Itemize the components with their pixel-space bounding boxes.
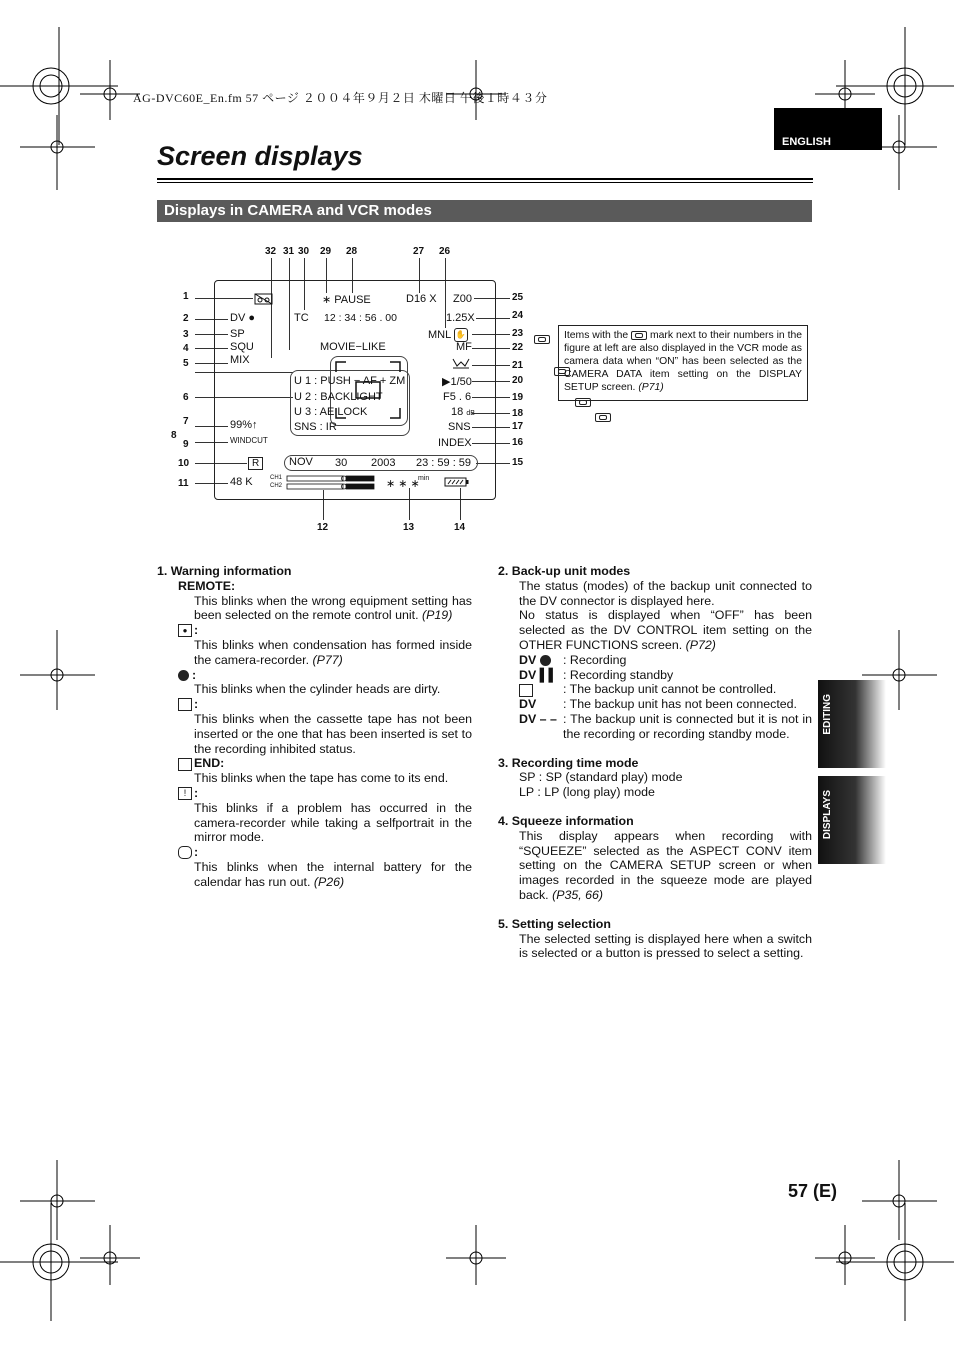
mix-indicator: MIX — [230, 354, 250, 366]
list-item: DV : The backup unit has not been connected. — [519, 697, 797, 712]
sns-indicator: SNS — [448, 421, 471, 433]
callout-27: 27 — [413, 246, 425, 257]
list-item: DV – – : The backup unit is connected but it is not in the recording or recording standby mode. — [519, 711, 812, 741]
problem-text: This blinks if a problem has occurred in the camera-recorder while taking a selfportrait in the mirror mode. — [194, 800, 472, 845]
audio-level-meter — [286, 475, 382, 491]
callout-5: 5 — [183, 358, 189, 369]
windcut-indicator: WINDCUT — [230, 436, 268, 445]
item-4-heading: 4. Squeeze information — [498, 813, 634, 828]
callout-15: 15 — [512, 457, 524, 468]
backup-text-2: No status is displayed when “OFF” has been selected as the DV CONTROL item setting on the OTHER FUNCTIONS screen. (P72) — [519, 608, 812, 652]
squeeze-indicator: SQU — [230, 341, 254, 353]
callout-12: 12 — [317, 522, 329, 533]
ch1-label: CH1 — [270, 475, 283, 481]
cassette-text: This blinks when the cassette tape has not been inserted or the one that has been inserted is set to the recording inhibited status. — [194, 711, 472, 756]
side-tab-displays: DISPLAYS — [818, 776, 886, 864]
battery-icon — [444, 477, 470, 488]
tape-end-label: END: — [157, 756, 472, 771]
callout-19: 19 — [512, 392, 524, 403]
mf-indicator: MF — [456, 341, 472, 353]
cylinder-warning-icon — [178, 670, 189, 681]
problem-label: ! : — [157, 786, 472, 801]
exclamation-icon: ! — [178, 787, 192, 800]
movie-like-indicator: MOVIE−LIKE — [320, 341, 386, 353]
callout-20: 20 — [512, 375, 524, 386]
clock-time: 23 : 59 : 59 — [416, 457, 472, 469]
callout-16: 16 — [512, 437, 524, 448]
camera-data-icon — [534, 335, 550, 344]
date-month: NOV — [289, 456, 313, 468]
white-balance-icon — [452, 358, 470, 370]
callout-9: 9 — [183, 439, 189, 450]
sns-ir-setting: SNS : IR — [294, 421, 337, 433]
condensation-text: This blinks when condensation has formed inside the camera-recorder. (P77) — [194, 637, 472, 667]
left-column — [157, 564, 472, 890]
callout-21: 21 — [512, 360, 524, 371]
cylinder-label: : — [157, 668, 472, 683]
item-1-heading: 1. Warning information — [157, 564, 292, 578]
setting-selection-text: The selected setting is displayed here when a switch is selected or a button is pressed to select a setting. — [519, 931, 812, 961]
side-tab-editing: EDITING — [818, 680, 886, 768]
backup-text-1: The status (modes) of the backup unit connected to the DV connector is displayed here. — [519, 578, 812, 608]
battery-percentage: 99%↑ — [230, 419, 258, 431]
callout-11: 11 — [178, 478, 189, 489]
backup-status-list — [498, 653, 812, 742]
min-unit: min — [418, 475, 430, 482]
digital-zoom: D16 X — [406, 293, 437, 305]
list-item: DV : Recording — [519, 652, 627, 667]
callout-25: 25 — [512, 292, 524, 303]
callout-2: 2 — [183, 313, 189, 324]
callout-31: 31 — [283, 246, 295, 257]
timecode: 12 : 34 : 56 . 00 — [324, 312, 397, 324]
camera-data-icon — [595, 413, 611, 422]
callout-32: 32 — [265, 246, 277, 257]
item-2-heading: 2. Back-up unit modes — [498, 564, 631, 578]
gain-value: 18 dB — [451, 406, 475, 418]
camera-data-icon — [631, 331, 647, 340]
callout-1: 1 — [183, 291, 189, 302]
display-diagram — [0, 0, 954, 560]
hand-icon: ✋ — [454, 328, 468, 342]
callout-22: 22 — [512, 342, 524, 353]
cannot-control-icon — [519, 684, 533, 697]
item-3-heading: 3. Recording time mode — [498, 755, 639, 770]
callout-26: 26 — [439, 246, 451, 257]
iris-value: F5 . 6 — [443, 391, 472, 403]
page-title: Screen displays — [157, 141, 363, 171]
date-year: 2003 — [371, 457, 396, 469]
remote-text: This blinks when the wrong equipment setting has been selected on the remote control unit. (P19) — [194, 593, 472, 623]
callout-23: 23 — [512, 328, 524, 339]
tape-end-icon — [178, 758, 192, 771]
callout-28: 28 — [346, 246, 358, 257]
callout-14: 14 — [454, 522, 466, 533]
callout-3: 3 — [183, 329, 189, 340]
language-label: ENGLISH — [782, 136, 831, 148]
page-number: 57 (E) — [788, 1181, 838, 1201]
list-item: DV ▌▌ : Recording standby — [519, 667, 674, 682]
list-item: : The backup unit cannot be controlled. — [519, 682, 812, 697]
manual-focus-mode: MNL ✋ — [428, 328, 468, 342]
camera-data-note: Items with the mark next to their numbers in the figure at left are also displayed in the VCR mode as camera data when “ON” has been selected as the CAMERA DATA item setting on the DISPLAY SETUP screen. (P71) — [558, 325, 808, 401]
callout-30: 30 — [298, 246, 310, 257]
zoom-position: Z00 — [453, 293, 472, 305]
callout-6: 6 — [183, 392, 189, 403]
calendar-battery-icon — [178, 846, 192, 859]
section-title: Displays in CAMERA and VCR modes — [164, 202, 432, 219]
cassette-label: : — [157, 697, 472, 712]
cylinder-text: This blinks when the cylinder heads are dirty. — [194, 682, 441, 697]
shutter-speed: ▶1/50 — [442, 376, 472, 388]
callout-29: 29 — [320, 246, 332, 257]
pause-status: ∗ PAUSE — [322, 294, 371, 306]
r-indicator: R — [248, 457, 263, 470]
index-indicator: INDEX — [438, 437, 472, 449]
tape-end-text: This blinks when the tape has come to its end. — [194, 771, 449, 786]
item-5-heading: 5. Setting selection — [498, 916, 611, 931]
condensation-label: ● : — [157, 623, 472, 638]
callout-8: 8 — [171, 430, 177, 441]
tc-label: TC — [294, 312, 309, 324]
ch2-label: CH2 — [270, 483, 283, 489]
record-icon — [540, 655, 551, 666]
callout-7: 7 — [183, 416, 189, 427]
callout-10: 10 — [178, 458, 190, 469]
callout-18: 18 — [512, 408, 524, 419]
sp-mode: SP — [230, 328, 245, 340]
user-button-3: U 3 : AE LOCK — [294, 406, 368, 418]
zoom-magnification: 1.25X — [446, 312, 475, 324]
date-day: 30 — [335, 457, 348, 469]
audio-mode: 48 K — [230, 476, 253, 488]
cassette-warning-icon — [178, 698, 192, 711]
dv-status: DV ● — [230, 312, 255, 324]
right-column — [498, 564, 812, 961]
callout-17: 17 — [512, 421, 524, 432]
user-button-1: U 1 : PUSH − AF + ZM — [294, 375, 406, 387]
battery-text: This blinks when the internal battery for the calendar has run out. (P26) — [194, 859, 472, 889]
sp-mode-text: SP : SP (standard play) mode — [519, 770, 683, 785]
lp-mode-text: LP : LP (long play) mode — [519, 785, 655, 800]
remote-label: REMOTE: — [178, 578, 236, 593]
user-button-2: U 2 : BACKLIGHT — [294, 391, 383, 403]
file-header: AG-DVC60E_En.fm 57 ページ ２００４年９月２日 木曜日 午後１時４３分 — [133, 91, 548, 105]
cassette-warning-icon — [254, 292, 274, 306]
condensation-icon: ● — [178, 624, 192, 637]
battery-label: : — [157, 845, 472, 860]
squeeze-text: This display appears when recording with “SQUEEZE” selected as the ASPECT CONV item setting on the CAMERA SETUP screen or when images recorded in the squeeze mode are played back. (P35, 66) — [519, 828, 812, 902]
callout-4: 4 — [183, 343, 189, 354]
callout-24: 24 — [512, 310, 524, 321]
callout-13: 13 — [403, 522, 415, 533]
remaining-tape: ∗ ∗ ∗ — [386, 478, 420, 490]
